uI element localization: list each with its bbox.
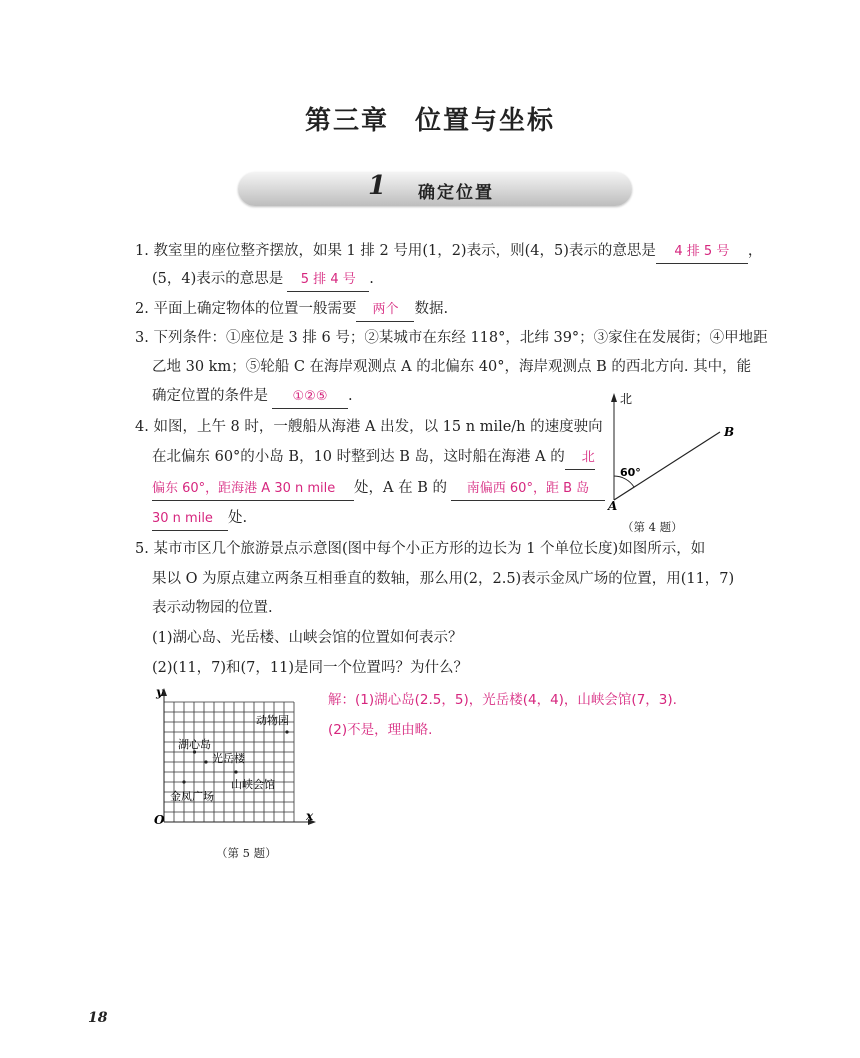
chapter-number: 第三章 xyxy=(304,106,389,136)
q2-answer: 两个 xyxy=(356,299,414,322)
hall-label: 山峡会馆 xyxy=(231,778,275,791)
q4-figure xyxy=(600,388,740,512)
q5-line2: 果以 O 为原点建立两条互相垂直的数轴，那么用(2，2.5)表示金凤广场的位置，用(11，7) xyxy=(152,571,735,587)
q1-end: . xyxy=(369,271,374,287)
q3-line3 xyxy=(152,385,353,409)
q5-caption: （第 5 题） xyxy=(216,846,277,860)
chapter-title xyxy=(0,100,860,137)
section-number: 1 xyxy=(368,171,387,201)
q3-line1: 3. 下列条件：①座位是 3 排 6 号；②某城市在东经 118°，北纬 39°；③家住在发展街；④甲地距 xyxy=(135,330,768,346)
q1-text2: (5，4)表示的意思是 xyxy=(152,271,284,287)
q5-sub1: (1)湖心岛、光岳楼、山峡会馆的位置如何表示？ xyxy=(152,630,463,646)
zoo-label: 动物园 xyxy=(256,714,289,727)
q4-answer1-end: 偏东 60°，距海港 A 30 n mile xyxy=(152,478,354,501)
origin-label: O xyxy=(154,813,165,827)
q1-line1 xyxy=(135,240,762,264)
section-name: 确定位置 xyxy=(418,183,494,203)
q2-text: 2. 平面上确定物体的位置一般需要 xyxy=(135,301,357,317)
q3-line2: 乙地 30 km；⑤轮船 C 在海岸观测点 A 的北偏东 40°，海岸观测点 B 的西北方向. 其中，能 xyxy=(152,359,752,375)
q1-line2 xyxy=(152,268,374,292)
x-axis-label: x xyxy=(306,809,314,823)
q1-text: 1. 教室里的座位整齐摆放，如果 1 排 2 号用(1，2)表示，则(4，5)表示的意思是 xyxy=(135,243,656,259)
q5-line3: 表示动物园的位置. xyxy=(152,600,273,616)
q3-answer: ①②⑤ xyxy=(272,386,348,409)
angle-label: 60° xyxy=(620,466,641,479)
q5-figure xyxy=(148,684,320,834)
q4-line4 xyxy=(152,507,247,531)
q3-text: 确定位置的条件是 xyxy=(152,388,268,404)
y-axis-label: y xyxy=(156,685,163,699)
q4-caption: （第 4 题） xyxy=(622,520,683,534)
hall-point xyxy=(234,770,237,773)
q5-line1: 5. 某市市区几个旅游景点示意图(图中每个小正方形的边长为 1 个单位长度)如图所示，如 xyxy=(135,541,706,557)
q4-line1: 4. 如图，上午 8 时，一艘船从海港 A 出发，以 15 n mile/h 的速度驶向 xyxy=(135,419,603,435)
q4-answer1-start: 北 xyxy=(565,447,595,470)
q5-answer1: 解：(1)湖心岛(2.5，5)，光岳楼(4，4)，山峡会馆(7，3). xyxy=(328,692,677,708)
tower-point xyxy=(204,760,207,763)
q2-end: 数据. xyxy=(414,301,449,317)
q4-text: 在北偏东 60°的小岛 B，10 时整到达 B 岛，这时船在海港 A 的 xyxy=(152,449,565,465)
q5-answer2: (2)不是，理由略. xyxy=(328,722,433,738)
q1-answer2: 5 排 4 号 xyxy=(287,269,369,292)
square-point xyxy=(182,780,185,783)
q4-end: 处. xyxy=(228,510,248,526)
north-arrow-icon xyxy=(611,393,617,402)
q2-line xyxy=(135,298,448,322)
q4-mid: 处，A 在 B 的 xyxy=(354,480,447,496)
point-a-label: A xyxy=(608,499,618,512)
q1-punct: ， xyxy=(747,243,763,259)
page-number: 18 xyxy=(88,1010,108,1026)
q4-line2 xyxy=(152,446,595,470)
point-b-label: B xyxy=(724,425,735,439)
q4-answer2-end: 30 n mile xyxy=(152,508,228,531)
q5-sub2: (2)(11，7)和(7，11)是同一个位置吗？为什么？ xyxy=(152,660,469,676)
zoo-point xyxy=(285,730,288,733)
q4-line3 xyxy=(152,477,605,501)
lake-label: 湖心岛 xyxy=(178,738,211,751)
section-banner xyxy=(238,172,632,206)
tower-label: 光岳楼 xyxy=(212,752,245,765)
chapter-name: 位置与坐标 xyxy=(415,106,556,136)
q3-end: . xyxy=(348,388,353,404)
square-label: 金凤广场 xyxy=(170,790,214,803)
north-label: 北 xyxy=(620,392,633,406)
q1-answer1: 4 排 5 号 xyxy=(656,241,748,264)
q4-answer2-start: 南偏西 60°，距 B 岛 xyxy=(451,478,605,501)
